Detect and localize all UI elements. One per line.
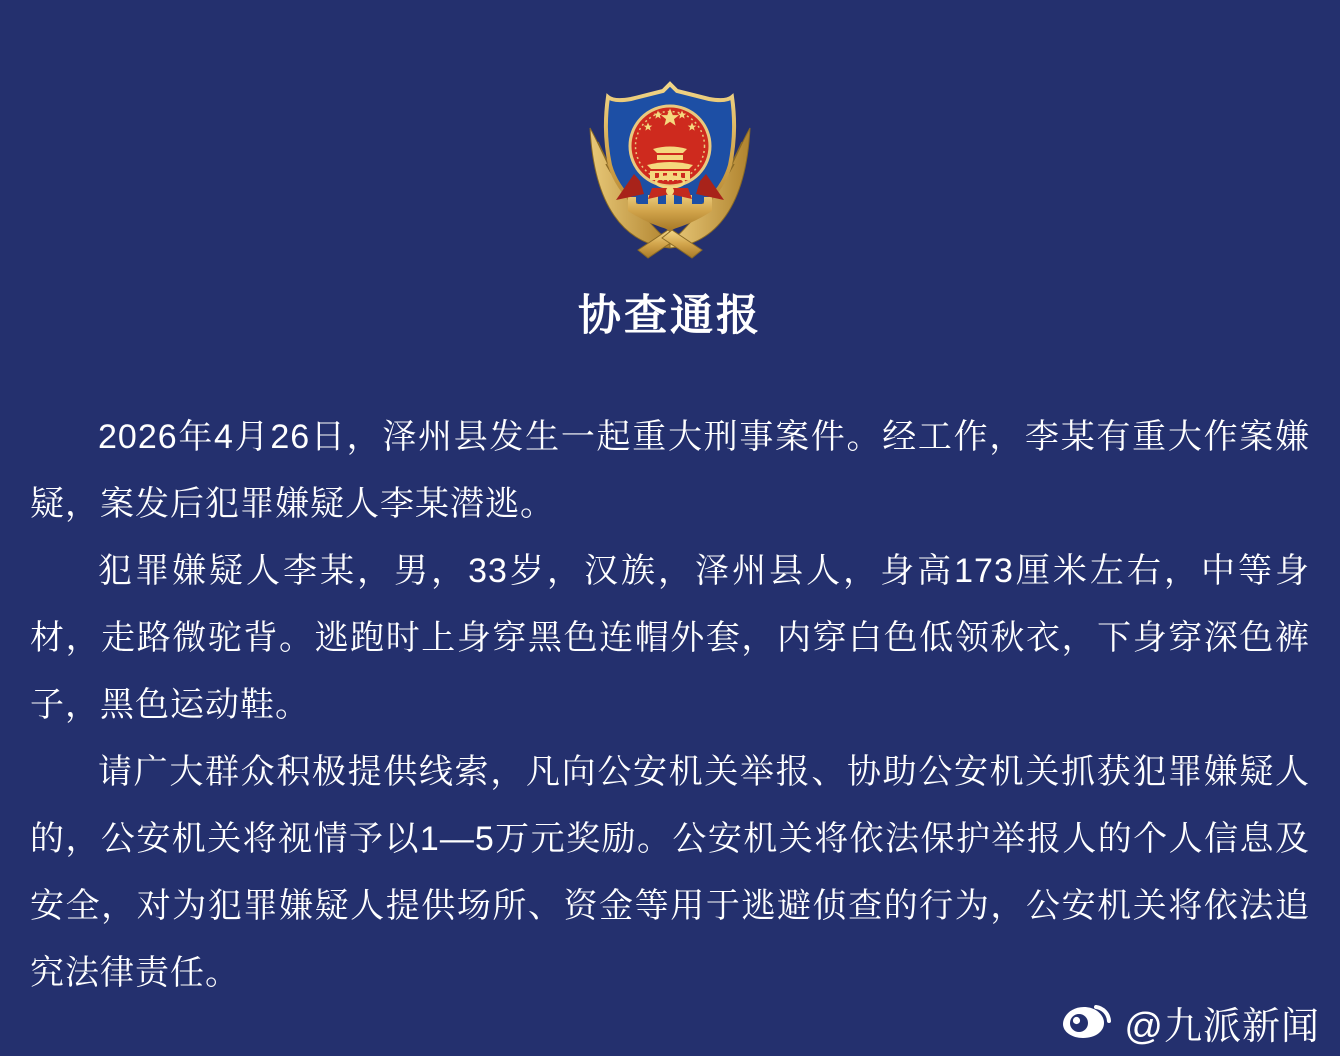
notice-paragraph-2: 犯罪嫌疑人李某，男，33岁，汉族，泽州县人，身高173厘米左右，中等身材，走路微驼背。逃跑时上身穿黑色连帽外套，内穿白色低领秋衣，下身穿深色裤子，黑色运动鞋。: [30, 552, 1310, 724]
notice-paragraph-1: 2026年4月26日，泽州县发生一起重大刑事案件。经工作，李某有重大作案嫌疑，案发后犯罪嫌疑人李某潜逃。: [30, 418, 1310, 523]
chinese-police-badge-icon: [582, 72, 758, 260]
watermark-text: @九派新闻: [1124, 1006, 1320, 1048]
weibo-icon: [1060, 996, 1114, 1050]
notice-paragraph-3: 请广大群众积极提供线索，凡向公安机关举报、协助公安机关抓获犯罪嫌疑人的，公安机关将视情予以1—5万元奖励。公安机关将依法保护举报人的个人信息及安全，对为犯罪嫌疑人提供场所、资金等用于逃避侦查的行为，公安机关将依法追究法律责任。: [30, 753, 1310, 992]
notice-title: 协查通报: [578, 292, 762, 340]
notice-body: [30, 404, 1310, 1007]
watermark: [1060, 995, 1320, 1050]
